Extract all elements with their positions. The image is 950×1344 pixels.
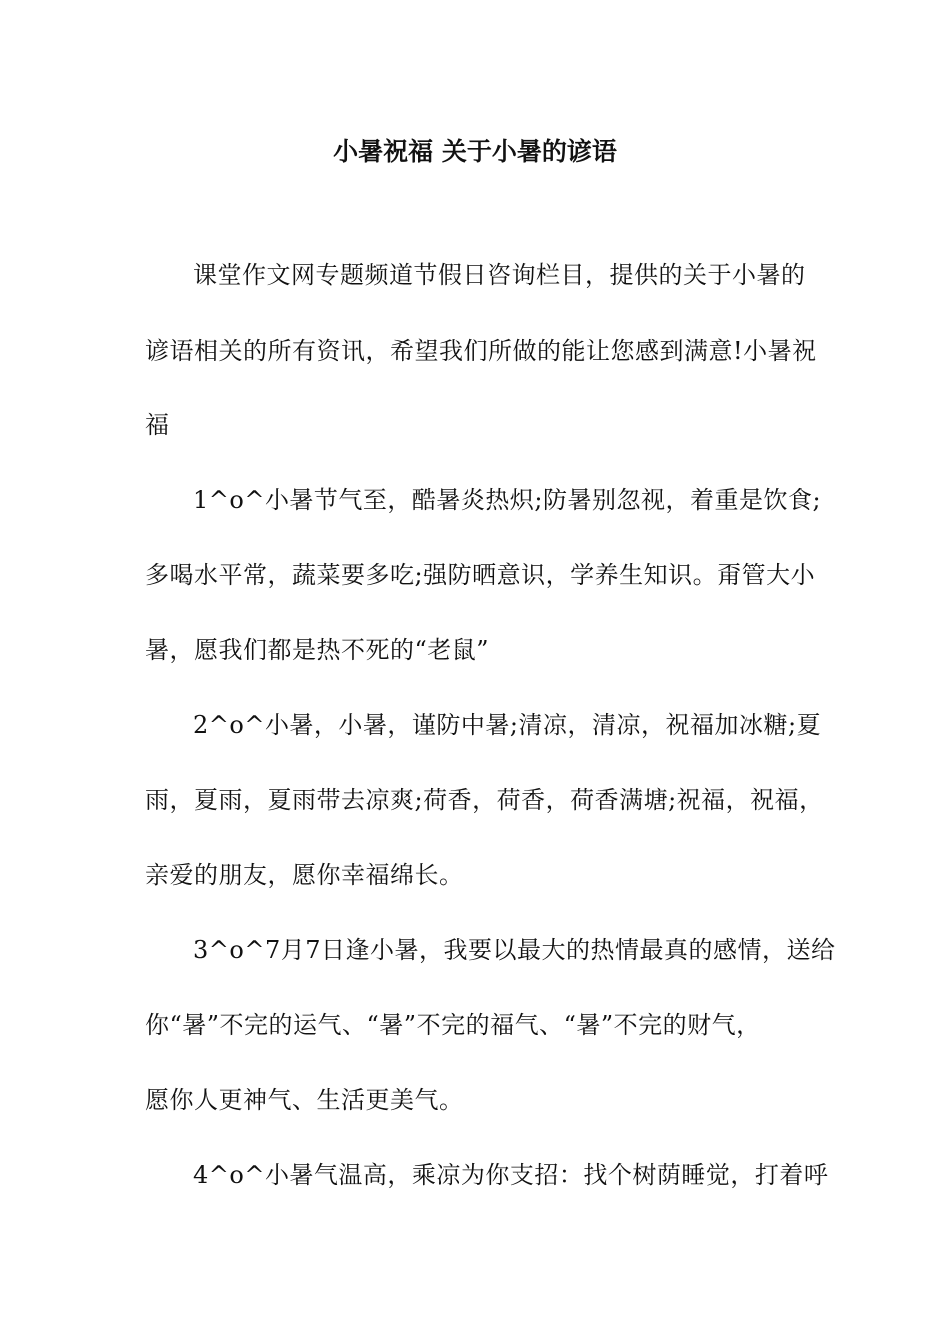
greeting-4-line-1: 4^o^小暑气温高，乘凉为你支招：找个树荫睡觉，打着呼: [193, 1161, 829, 1189]
greeting-1-line-1: 1^o^小暑节气至，酷暑炎热炽;防暑别忽视，着重是饮食;: [193, 486, 822, 514]
greeting-3-line-2: 你“暑”不完的运气、“暑”不完的福气、“暑”不完的财气，: [145, 1011, 761, 1039]
greeting-1-line-2: 多喝水平常，蔬菜要多吃;强防晒意识，学养生知识。甭管大小: [145, 561, 816, 589]
greeting-3-line-3: 愿你人更神气、生活更美气。: [145, 1086, 464, 1114]
greeting-2-line-1: 2^o^小暑，小暑，谨防中暑;清凉，清凉，祝福加冰糖;夏: [193, 711, 822, 739]
intro-line-1: 课堂作文网专题频道节假日咨询栏目，提供的关于小暑的: [193, 261, 806, 289]
greeting-2-line-3: 亲爱的朋友，愿你幸福绵长。: [145, 861, 464, 889]
document-title: 小暑祝福 关于小暑的谚语: [333, 137, 617, 166]
greeting-2-line-2: 雨，夏雨，夏雨带去凉爽;荷香，荷香，荷香满塘;祝福，祝福，: [145, 786, 824, 814]
greeting-3-line-1: 3^o^7月7日逢小暑，我要以最大的热情最真的感情，送给: [193, 936, 836, 964]
greeting-1-line-3: 暑，愿我们都是热不死的“老鼠”: [145, 636, 490, 664]
intro-line-2: 谚语相关的所有资讯，希望我们所做的能让您感到满意!小暑祝: [145, 337, 817, 365]
intro-line-3: 福: [145, 411, 170, 439]
